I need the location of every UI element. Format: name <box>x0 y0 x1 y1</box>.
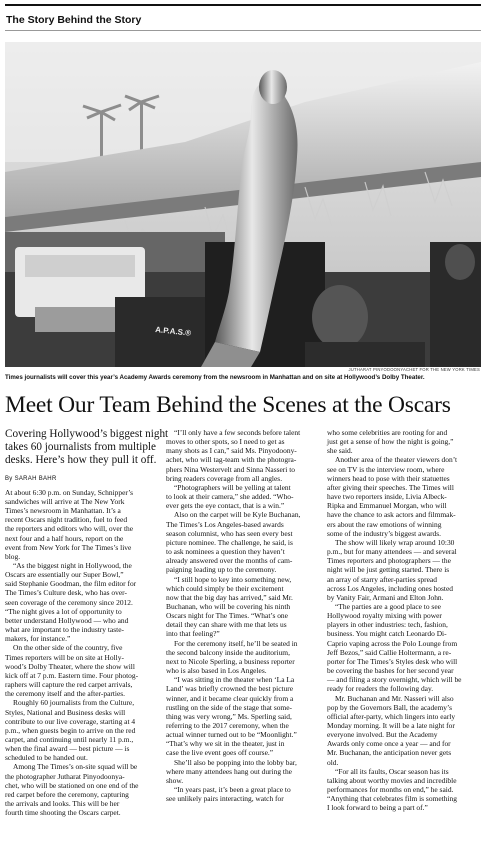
paragraph-line: ready for readers the following day. <box>327 684 434 694</box>
paragraph-line: phers Nina Westervelt and Sinna Nasseri to <box>166 464 295 474</box>
paragraph-line: paigning leading up to the ceremony. <box>166 565 277 575</box>
paragraph-line: For the ceremony itself, he’ll be seated in <box>174 638 298 648</box>
paragraph-line: night will be just getting started. There is <box>327 565 450 575</box>
paragraph-line: ers about the raw emotions of winning <box>327 519 442 529</box>
paragraph-line: winner, and it became clear quickly from a <box>166 693 294 703</box>
paragraph-line: Oscars night for The Times. “What’s one <box>166 611 288 621</box>
paragraph-line: The Times’s Culture desk, who has over- <box>5 588 127 598</box>
paragraph-line: the ceremony itself and the after-parties. <box>5 689 126 699</box>
article-paragraph <box>327 428 479 455</box>
article-paragraph <box>166 785 318 803</box>
paragraph-line: carpet, and continuing until nearly 11 p.m., <box>5 734 134 744</box>
paragraph-line: picture nominee. The challenge, he said, is <box>166 537 293 547</box>
article-paragraph <box>327 767 479 813</box>
article-paragraph <box>166 483 318 510</box>
paragraph-line: who is also based in Los Angeles. <box>166 666 267 676</box>
paragraph-line: the photographer Jutharat Pinyodoonya- <box>5 771 125 781</box>
paragraph-line: have the chance to ask actors and filmmak- <box>327 510 456 520</box>
paragraph-line: blog. <box>5 551 21 561</box>
article-paragraph <box>327 602 479 694</box>
paragraph-line: pop by the Governors Ball, the academy’s <box>327 702 452 712</box>
paragraph-line: now that the big day has arrived,” said Mr. <box>166 592 293 602</box>
paragraph-line: business. You might catch Leonardo Di- <box>327 629 447 639</box>
paragraph-line: players in other industries: tech, fashion, <box>327 620 448 630</box>
paragraph-line: Ripka and Emmanuel Morgan, who will <box>327 501 447 511</box>
paragraph-line: some of the industry’s biggest awards. <box>327 528 442 538</box>
paragraph-line: On the other side of the country, five <box>13 643 123 653</box>
paragraph-line: winners head to pose with their statuettes <box>327 473 450 483</box>
paragraph-line: see on TV is the interview room, where <box>327 464 445 474</box>
paragraph-line: Hollywood royalty mixing with power <box>327 611 442 621</box>
paragraph-line: case the live event goes off course.” <box>166 748 274 758</box>
paragraph-line: I look forward to being a part of.” <box>327 803 428 813</box>
article-paragraph <box>327 455 479 537</box>
paragraph-line: just get a sense of how the night is going,” <box>327 437 454 447</box>
paragraph-line: The Times’s Los Angeles-based awards <box>166 519 284 529</box>
paragraph-line: the second balcony inside the auditorium, <box>166 647 290 657</box>
paragraph-line: p.m., but for many attendees — and several <box>327 547 457 557</box>
paragraph-line: — and filing a story overnight, which will be <box>327 675 462 685</box>
dek-line: Covering Hollywood’s biggest night <box>5 428 169 440</box>
paragraph-line: Buchanan, who will be covering his ninth <box>166 601 291 611</box>
paragraph-line: actual winner turned out to be “Moonlight.” <box>166 730 297 740</box>
article-photo <box>5 42 481 367</box>
paragraph-line: The show will likely wrap around 10:30 <box>335 537 455 547</box>
paragraph-line: thing was very wrong,” Ms. Sperling said, <box>166 711 292 721</box>
paragraph-line: official after-party, which lingers into early <box>327 711 456 721</box>
paragraph-line: who some celebrities are rooting for and <box>327 428 448 437</box>
paragraph-line: “That’s why we sit in the theater, just in <box>166 739 285 749</box>
article-paragraph <box>5 698 157 762</box>
paragraph-line: “I’ll only have a few seconds before talent <box>174 428 301 437</box>
paragraph-line: porter for The Times’s Styles desk who will <box>327 656 458 666</box>
article-paragraph <box>166 639 318 676</box>
paragraph-line: Oscars are essentially our Super Bowl,” <box>5 570 124 580</box>
paragraph-line: have two reporters inside, Livia Albeck- <box>327 492 447 502</box>
paragraph-line: Styles, National and Business desks will <box>5 707 126 717</box>
paragraph-line: p.m., when guests begin to arrive on the red <box>5 725 136 735</box>
paragraph-line: after giving their speeches. The Times will <box>327 482 454 492</box>
paragraph-line: achet, who will tag-team with the photogra- <box>166 455 297 465</box>
paragraph-line: by Vanity Fair, Armani and Elton John. <box>327 592 444 602</box>
paragraph-line: already answered over the months of cam- <box>166 556 293 566</box>
paragraph-line: Jeff Bezos,” said Callie Holtermann, a re- <box>327 647 452 657</box>
paragraph-line: what are important to the industry taste- <box>5 625 124 635</box>
paragraph-line: bring readers coverage from all angles. <box>166 473 283 483</box>
section-title: The Story Behind the Story <box>6 14 142 26</box>
paragraph-line: wood’s Dolby Theater, where the show will <box>5 661 135 671</box>
article-paragraph <box>5 561 157 643</box>
paragraph-line: seen coverage of the ceremony since 2012. <box>5 597 133 607</box>
paragraph-line: rustling on the side of the stage that some- <box>166 702 292 712</box>
paragraph-line: Also on the carpet will be Kyle Buchanan, <box>174 510 301 520</box>
paragraph-line: talking about worthy movies and incredible <box>327 775 457 785</box>
article-column-2 <box>166 428 318 803</box>
paragraph-line: “As the biggest night in Hollywood, the <box>13 561 132 571</box>
article-column-1 <box>5 428 169 818</box>
paragraph-line: the reporters and editors who will, over the <box>5 524 134 534</box>
paragraph-line: referring to the 2017 ceremony, when the <box>166 721 289 730</box>
paragraph-line: chet, who will be stationed on one end of the <box>5 780 139 790</box>
paragraph-line: the arrivals and looks. This will be her <box>5 799 120 809</box>
byline: By SARAH BAHR <box>5 475 57 482</box>
paragraph-line: raphers will capture the red carpet arrivals, <box>5 680 133 690</box>
article-paragraph <box>166 428 318 483</box>
paragraph-line: sandwiches will arrive at The New York <box>5 496 125 506</box>
statue-base-text: A.P.A.S.® <box>154 325 192 338</box>
paragraph-line: “Photographers will be yelling at talent <box>174 482 291 492</box>
paragraph-line: kick off at 7 p.m. Eastern time. Four photog- <box>5 670 139 680</box>
paragraph-line: show. <box>166 775 184 785</box>
article-paragraph <box>166 575 318 639</box>
section-divider <box>5 30 481 31</box>
paragraph-line: Another area of the theater viewers don’t <box>335 455 458 465</box>
paragraph-line: everyone involved. But the Academy <box>327 730 438 740</box>
paragraph-line: red carpet before the ceremony, capturing <box>5 789 129 799</box>
paragraph-line: season columnist, who has seen every best <box>166 528 293 538</box>
paragraph-line: better understand Hollywood — who and <box>5 615 129 625</box>
photo-caption: Times journalists will cover this year’s Academy Awards ceremony from the newsroom in Manhattan and on site at Hollywood’s Dolby Theater. <box>5 374 425 381</box>
paragraph-line: fourth time shooting the Oscars carpet. <box>5 808 121 818</box>
paragraph-line: old. <box>327 757 339 767</box>
paragraph-line: At about 6:30 p.m. on Sunday, Schnipper’s <box>5 487 134 497</box>
article-paragraph <box>5 643 157 698</box>
paragraph-line: Mr. Buchanan, the anticipation never gets <box>327 748 452 758</box>
paragraph-line: Among The Times’s on-site squad will be <box>13 762 138 772</box>
paragraph-line: which could simply be their excitement <box>166 583 284 593</box>
top-rule <box>5 4 481 6</box>
paragraph-line: She’ll also be popping into the lobby bar, <box>174 757 297 767</box>
paragraph-line: Times reporters will be on site at Holly- <box>5 652 124 662</box>
paragraph-line: said Stephanie Goodman, the film editor for <box>5 579 137 589</box>
paragraph-line: “The night gives a lot of opportunity to <box>5 606 122 616</box>
article-paragraph <box>327 694 479 767</box>
paragraph-line: to ask nominees a question they haven’t <box>166 547 285 557</box>
paragraph-line: next four and a half hours, report on the <box>5 533 124 543</box>
paragraph-line: “The parties are a good place to see <box>335 601 441 611</box>
paragraph-line: detail they can share with me that lets us <box>166 620 287 630</box>
article-paragraph <box>5 488 157 561</box>
column-body <box>166 428 318 803</box>
paragraph-line: “I still hope to key into something new, <box>174 574 292 584</box>
paragraph-line: “In years past, it’s been a great place to <box>174 785 291 795</box>
paragraph-line: next to Nicole Sperling, a business reporter <box>166 656 295 666</box>
paragraph-line: “Anything that celebrates film is something <box>327 794 457 804</box>
paragraph-line: moves to other spots, so I need to get as <box>166 437 285 447</box>
paragraph-line: scheduled to be handed out. <box>5 753 88 763</box>
paragraph-line: ever gets the eye contact, that is a win.” <box>166 501 285 511</box>
paragraph-line: Monday morning. It will be a late night for <box>327 721 455 730</box>
paragraph-line: be covering the bashes for her second year <box>327 666 454 676</box>
paragraph-line: Times reporters and photographers — the <box>327 556 451 566</box>
article-paragraph <box>166 758 318 785</box>
paragraph-line: Land’ was briefly crowned the best picture <box>166 684 294 694</box>
paragraph-line: “For all its faults, Oscar season has its <box>335 766 449 776</box>
paragraph-line: where many attendees hang out during the <box>166 766 292 776</box>
article-dek <box>5 428 169 468</box>
paragraph-line: Mr. Buchanan and Mr. Nasseri will also <box>335 693 454 703</box>
article-paragraph <box>327 538 479 602</box>
paragraph-line: into that feeling?” <box>166 629 220 639</box>
paragraph-line: when the final award — best picture — is <box>5 744 130 754</box>
paragraph-line: Awards only come once a year — and for <box>327 739 451 749</box>
article-column-3 <box>327 428 479 813</box>
paragraph-line: Caprio vaping across the Polo Lounge from <box>327 638 458 648</box>
paragraph-line: recent Oscars night tradition, fuel to feed <box>5 515 128 525</box>
paragraph-line: across Los Angeles, including ones hosted <box>327 583 454 593</box>
column-body <box>5 488 157 818</box>
paragraph-line: many shots as I can,” said Ms. Pinyodoony- <box>166 446 297 456</box>
paragraph-line: performances for months on end,” he said. <box>327 785 454 795</box>
photo-credit: JUTHARAT PINYODOONYACHET FOR THE NEW YORK TIMES <box>348 367 480 372</box>
dek-line: desks. Here’s how they pull it off. <box>5 454 157 467</box>
article-paragraph <box>166 675 318 757</box>
paragraph-line: to look at their camera,” she added. “Who- <box>166 492 294 502</box>
paragraph-line: Roughly 60 journalists from the Culture, <box>13 698 135 708</box>
paragraph-line: event from New York for The Times’s live <box>5 542 132 552</box>
paragraph-line: makers, for instance.” <box>5 634 71 644</box>
article-paragraph <box>166 510 318 574</box>
article-headline: Meet Our Team Behind the Scenes at the Oscars <box>5 392 451 418</box>
column-body <box>327 428 479 813</box>
paragraph-line: see unlikely pairs interacting, watch for <box>166 794 284 804</box>
article-paragraph <box>5 762 157 817</box>
paragraph-line: contribute to our live coverage, starting at 4 <box>5 716 136 726</box>
paragraph-line: she said. <box>327 446 353 456</box>
dek-line: takes 60 journalists from multiple <box>5 441 157 454</box>
paragraph-line: Times’s newsroom in Manhattan. It’s a <box>5 506 121 516</box>
paragraph-line: “I was sitting in the theater when ‘La La <box>174 675 295 685</box>
paragraph-line: an array of starry after-parties spread <box>327 574 437 584</box>
